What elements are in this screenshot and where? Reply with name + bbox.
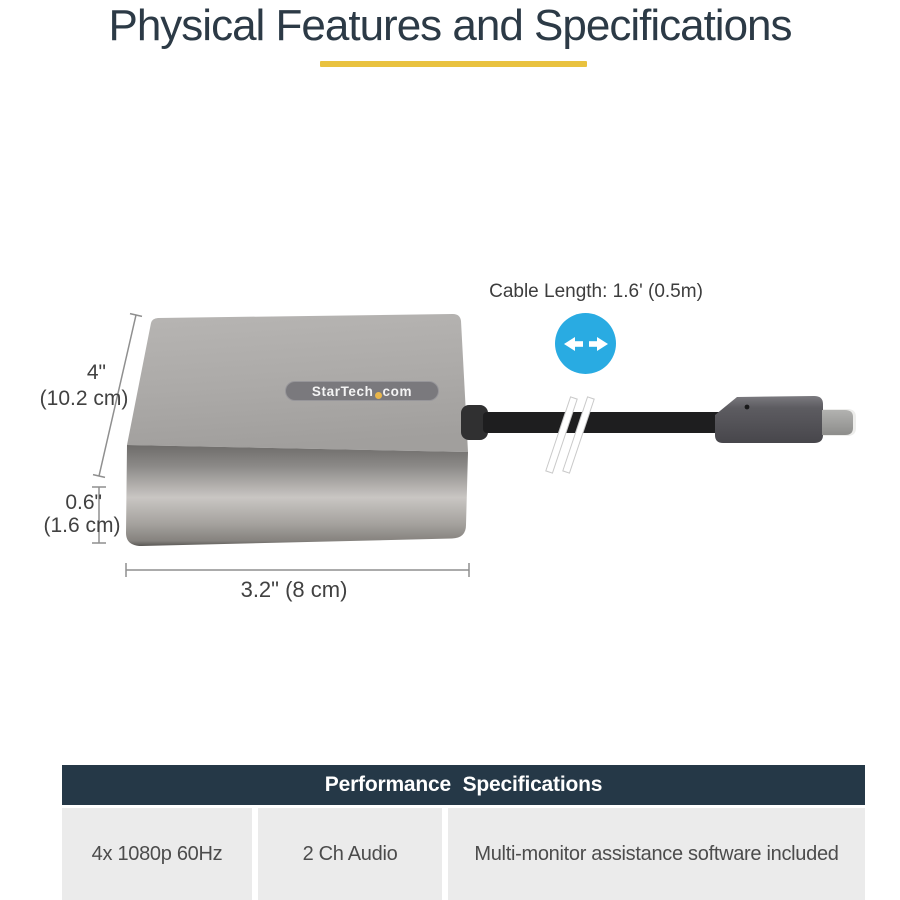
depth-inches-label: 0.6" <box>65 491 102 514</box>
table-body <box>62 808 865 900</box>
usb-c-connector-housing <box>715 396 823 443</box>
cable-break-marks <box>546 397 594 473</box>
startech-logo-text-right: com <box>382 383 413 399</box>
cable-length-label: Cable Length: 1.6' (0.5m) <box>489 281 703 302</box>
performance-spec-table <box>62 765 865 900</box>
double-arrow-icon <box>564 334 608 354</box>
startech-logo-text-left: StarTech <box>311 383 374 399</box>
height-cm-label: (10.2 cm) <box>39 387 129 410</box>
device-front-face <box>126 445 468 546</box>
table-cell-audio: 2 Ch Audio <box>258 808 442 900</box>
startech-logo-badge <box>285 381 439 401</box>
width-label: 3.2" (8 cm) <box>240 577 348 602</box>
table-cell-software: Multi-monitor assistance software included <box>448 808 865 900</box>
depth-cm-label: (1.6 cm) <box>43 514 121 537</box>
table-cell-resolution: 4x 1080p 60Hz <box>62 808 252 900</box>
height-inches-label: 4" <box>86 361 106 384</box>
startech-logo-yellow-dot-icon <box>375 392 382 399</box>
connector-pin-hole <box>745 405 750 410</box>
usb-cable <box>483 412 723 433</box>
page-title: Physical Features and Specifications <box>108 1 792 50</box>
cable-length-badge <box>555 313 616 374</box>
usb-c-metal-tip <box>822 410 853 435</box>
table-header: Performance Specifications <box>62 765 865 805</box>
